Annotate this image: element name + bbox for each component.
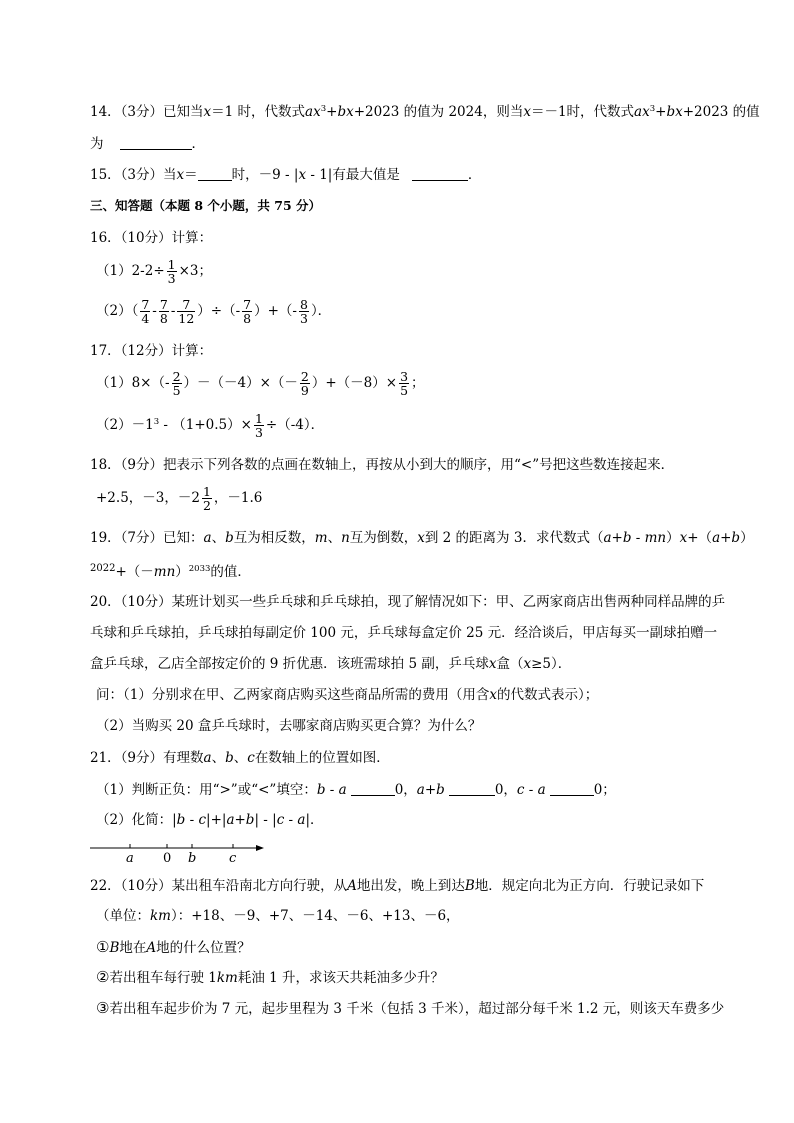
q22-item2: ②若出租车每行驶 1km耗油 1 升，求该天共耗油多少升？ [96,968,444,986]
q20-line4: 问：（1）分别求在甲、乙两家商店购买这些商品所需的费用（用含x的代数式表示）； [96,687,599,703]
fraction: $\frac{2}{5}$ [172,369,181,399]
q22-line2: （单位：km）：+18、－9、+7、－14、－6、+13、－6， [96,908,460,924]
answer-blank[interactable] [449,783,495,796]
q20-line1: 20．（10分）某班计划买一些乒乓球和乒乓球拍，现了解情况如下：甲、乙两家商店出售两种同样品牌的乒 [90,594,726,610]
fraction: $\frac{3}{5}$ [400,369,409,399]
q19-line2: $^{2022}+(-mn)^{2033}$的值． [90,563,251,580]
q19-line1: 19．（7分）已知：a、b互为相反数，m、n互为倒数，x到 2 的距离为 3．求代数式（a+b - mn）x+（a+b） [90,530,754,546]
q20-line3: 盒乒乓球，乙店全部按定价的 9 折优惠．该班需球拍 5 副，乒乓球x盒（x≥5）． [90,656,572,672]
q17-part2: $(2)-1^3 - (1+0.5)\times$ $\frac{1}{3}$ ÷（-4）． [96,411,325,441]
fraction: $\frac{7}{8}$ [243,297,252,327]
q17-part1: （1）8×（- $\frac{2}{5}$ ）－（－4）×（－ $\frac{2}{9}$ ）+（－8）× $\frac{3}{5}$ ； [96,369,425,399]
number-line [88,838,268,868]
axis-label-zero: 0 [163,851,172,866]
fraction: $\frac{7}{12}$ [178,297,195,327]
fraction: $\frac{1}{2}$ [202,484,211,514]
q20-line5: （2）当购买 20 盒乒乓球时，去哪家商店购买更合算？为什么？ [96,718,482,734]
q21-part1: （1）判断正负：用“>”或“<”填空：b - a 0，a+b 0，c - a 0； [96,782,616,798]
axis-label-a: a [126,851,134,866]
q21-part2: （2）化简：|b - c|+|a+b| - |c - a|． [96,812,324,828]
q14-line2: 为 ． [90,136,205,152]
number-line-axis [88,838,268,858]
answer-blank[interactable] [550,783,594,796]
q22-item3: ③若出租车起步价为 7 元，起步里程为 3 千米（包括 3 千米），超过部分每千米 1.2 元，则该天车费多少 [96,999,725,1017]
axis-label-b: b [188,851,197,866]
fraction: $\frac{8}{3}$ [299,297,308,327]
fraction: $\frac{7}{4}$ [141,297,150,327]
section-heading: 三、知答题（本题 8 个小题，共 75 分） [90,198,322,213]
q14-line1: 14．（3分）已知当x＝1 时，代数式$ax^3+bx+2023$ 的值为 2024，则当x＝－1时，代数式$ax^3+bx+2023$ 的值 [90,104,760,120]
fraction: $\frac{2}{9}$ [300,369,309,399]
q21-heading: 21．（9分）有理数a、b、c在数轴上的位置如图． [90,750,390,766]
answer-blank[interactable] [120,137,192,150]
q15-line: 15．（3分）当x＝ 时，－9 - |x - 1|有最大值是 ． [90,167,482,183]
q16-heading: 16．（10分）计算： [90,230,213,246]
q18-numbers: +2.5，－3，－2 $\frac{1}{2}$ ，－1.6 [96,484,263,514]
axis-label-c: c [229,851,237,866]
q18-heading: 18．（9分）把表示下列各数的点画在数轴上，再按从小到大的顺序，用“<”号把这些数连接起来． [90,457,675,473]
answer-blank[interactable] [412,168,468,181]
q16-part1: （1）2-2÷ $\frac{1}{3}$ ×3； [96,257,212,287]
fraction: $\frac{1}{3}$ [254,411,263,441]
fraction: $\frac{1}{3}$ [167,257,176,287]
fraction: $\frac{7}{8}$ [159,297,168,327]
q16-part2: （2）（ $\frac{7}{4}$ - $\frac{7}{8}$ - $\frac{7}{12}$ ）÷（- $\frac{7}{8}$ ）+（- $\frac{8}{3}$ ）． [96,297,332,327]
q22-line1: 22．（10分）某出租车沿南北方向行驶，从A地出发，晚上到达B地．规定向北为正方向．行驶记录如下 [90,878,705,894]
answer-blank[interactable] [351,783,395,796]
answer-blank[interactable] [198,168,232,181]
q20-line2: 乓球和乒乓球拍，乒乓球拍每副定价 100 元，乒乓球每盒定价 25 元．经洽谈后，甲店每买一副球拍赠一 [90,625,718,641]
q22-item1: ①B地在A地的什么位置？ [96,938,251,956]
q17-heading: 17．（12分）计算： [90,343,213,359]
